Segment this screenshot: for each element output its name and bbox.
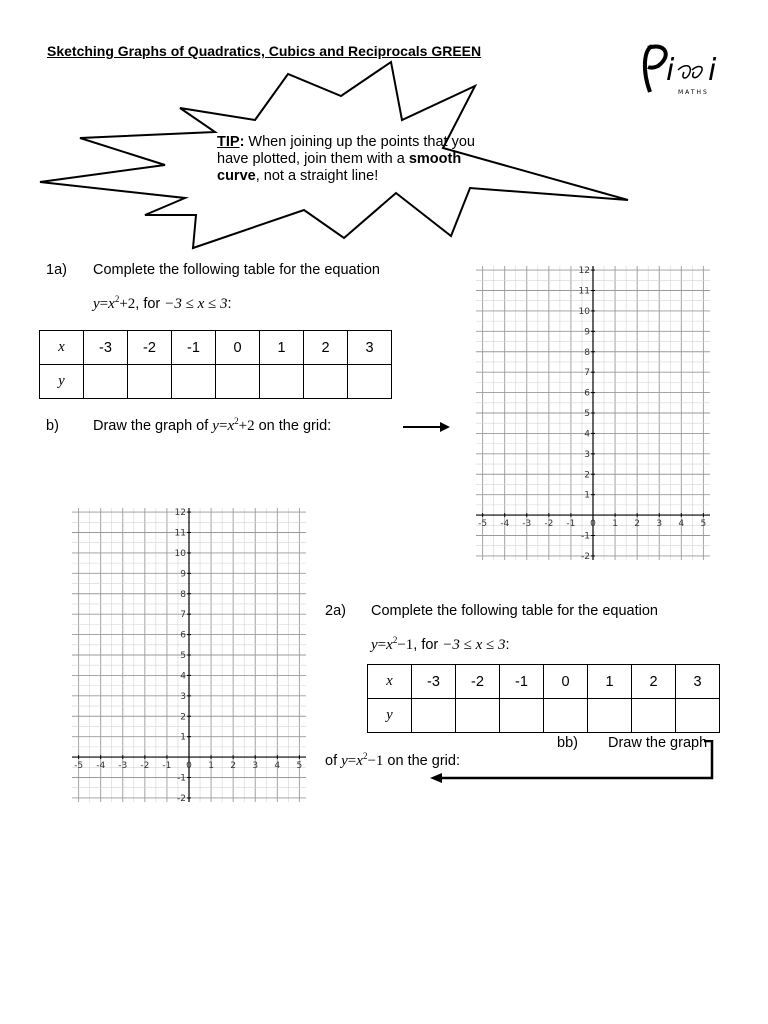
x-tick-label: -2	[140, 761, 150, 772]
x-tick-label: -5	[74, 761, 84, 772]
q1-number: 1a)	[46, 262, 67, 278]
x-tick-label: -1	[566, 519, 576, 530]
x-value: -2	[128, 331, 172, 365]
x-header: x	[40, 331, 84, 365]
y-tick-label: 6	[180, 630, 186, 641]
q2-prompt: Complete the following table for the equation	[371, 603, 658, 619]
x-tick-label: 3	[252, 761, 259, 772]
x-tick-label: 4	[678, 519, 685, 530]
x-tick-label: 0	[590, 519, 596, 530]
y-answer-cell[interactable]	[216, 365, 260, 399]
q2b-number: bb)	[557, 735, 578, 751]
x-value: 0	[216, 331, 260, 365]
q2-value-table	[367, 664, 720, 733]
x-value: 1	[260, 331, 304, 365]
y-tick-label: 9	[584, 327, 590, 338]
x-tick-label: 1	[612, 519, 618, 530]
x-tick-label: -3	[118, 761, 128, 772]
x-value: -3	[412, 665, 456, 699]
table-row	[40, 331, 392, 365]
tip-label: TIP	[217, 134, 240, 150]
x-value: -1	[172, 331, 216, 365]
x-value: -3	[84, 331, 128, 365]
y-tick-label: 10	[578, 306, 590, 317]
y-answer-cell[interactable]	[260, 365, 304, 399]
x-tick-label: -3	[522, 519, 532, 530]
y-tick-label: 9	[180, 569, 186, 580]
q1b-number: b)	[46, 418, 59, 434]
x-tick-label: 2	[230, 761, 237, 772]
y-answer-cell[interactable]	[456, 699, 500, 733]
arrow-left-icon	[426, 740, 718, 786]
x-value: 3	[348, 331, 392, 365]
y-tick-label: 10	[174, 548, 186, 559]
y-answer-cell[interactable]	[676, 699, 720, 733]
q2-number: 2a)	[325, 603, 346, 619]
x-tick-label: -5	[478, 519, 488, 530]
y-answer-cell[interactable]	[84, 365, 128, 399]
q1b-prompt: Draw the graph of $y=x^2+2$ on the grid:	[93, 416, 332, 434]
coordinate-grid-1[interactable]	[470, 262, 716, 564]
tip-text: TIP: When joining up the points that you have plotted, join them with a smooth curve, not a straight line!	[217, 134, 475, 184]
svg-text:i: i	[666, 53, 675, 88]
x-tick-label: -2	[544, 519, 554, 530]
x-value: -1	[500, 665, 544, 699]
table-row	[368, 699, 720, 733]
q2-equation: $y=x^2-1$, for −3 ≤ x ≤ 3:	[371, 635, 510, 653]
x-tick-label: 3	[656, 519, 663, 530]
y-tick-label: -2	[177, 793, 186, 804]
table-row	[368, 665, 720, 699]
logo-subtext: MATHS	[678, 89, 709, 96]
x-value: 2	[304, 331, 348, 365]
q1-value-table	[39, 330, 392, 399]
y-tick-label: 3	[180, 691, 186, 702]
y-tick-label: 2	[584, 470, 590, 481]
y-tick-label: 8	[180, 589, 186, 600]
y-tick-label: 5	[180, 651, 186, 661]
x-value: -2	[456, 665, 500, 699]
y-tick-label: 1	[584, 490, 590, 501]
x-tick-label: 2	[634, 519, 641, 530]
q2b-prompt: Draw the graph	[608, 735, 708, 751]
y-tick-label: 5	[584, 409, 590, 419]
y-answer-cell[interactable]	[172, 365, 216, 399]
x-value: 0	[544, 665, 588, 699]
y-tick-label: 7	[584, 368, 590, 379]
y-tick-label: 12	[578, 266, 590, 277]
y-header: y	[368, 699, 412, 733]
x-value: 3	[676, 665, 720, 699]
y-tick-label: 11	[174, 528, 186, 539]
x-tick-label: -4	[500, 519, 510, 530]
x-tick-label: 5	[296, 761, 303, 772]
x-tick-label: 4	[274, 761, 281, 772]
y-tick-label: 3	[584, 449, 590, 460]
x-tick-label: -4	[96, 761, 106, 772]
y-tick-label: 11	[578, 286, 590, 297]
y-tick-label: 12	[174, 508, 186, 519]
y-answer-cell[interactable]	[348, 365, 392, 399]
y-tick-label: 6	[584, 388, 590, 399]
y-tick-label: -1	[581, 531, 590, 542]
tip-bold: smooth curve	[217, 151, 462, 184]
y-tick-label: 7	[180, 610, 186, 621]
q1-prompt: Complete the following table for the equation	[93, 262, 380, 278]
y-tick-label: 4	[584, 429, 590, 440]
y-tick-label: 1	[180, 732, 186, 743]
y-answer-cell[interactable]	[304, 365, 348, 399]
y-header: y	[40, 365, 84, 399]
y-tick-label: 4	[180, 671, 186, 682]
worksheet-title: Sketching Graphs of Quadratics, Cubics and Reciprocals GREEN	[47, 43, 482, 59]
x-tick-label: -1	[162, 761, 172, 772]
y-tick-label: -2	[581, 551, 590, 562]
x-tick-label: 1	[208, 761, 214, 772]
x-value: 1	[588, 665, 632, 699]
y-tick-label: 8	[584, 347, 590, 358]
x-tick-label: 0	[186, 761, 192, 772]
y-answer-cell[interactable]	[500, 699, 544, 733]
y-tick-label: -1	[177, 773, 186, 784]
y-tick-label: 2	[180, 712, 186, 723]
coordinate-grid-2[interactable]	[66, 504, 312, 806]
y-answer-cell[interactable]	[128, 365, 172, 399]
x-header: x	[368, 665, 412, 699]
y-answer-cell[interactable]	[632, 699, 676, 733]
tip-burst-shape	[0, 0, 768, 260]
arrow-right-icon	[402, 420, 452, 434]
y-answer-cell[interactable]	[588, 699, 632, 733]
x-value: 2	[632, 665, 676, 699]
q1-equation: $y=x^2+2$, for −3 ≤ x ≤ 3:	[93, 294, 232, 312]
y-answer-cell[interactable]	[412, 699, 456, 733]
table-row	[40, 365, 392, 399]
svg-text:i: i	[708, 53, 717, 88]
x-tick-label: 5	[700, 519, 707, 530]
q2b-prompt-line2: of $y=x^2-1$ on the grid:	[325, 751, 460, 769]
y-answer-cell[interactable]	[544, 699, 588, 733]
